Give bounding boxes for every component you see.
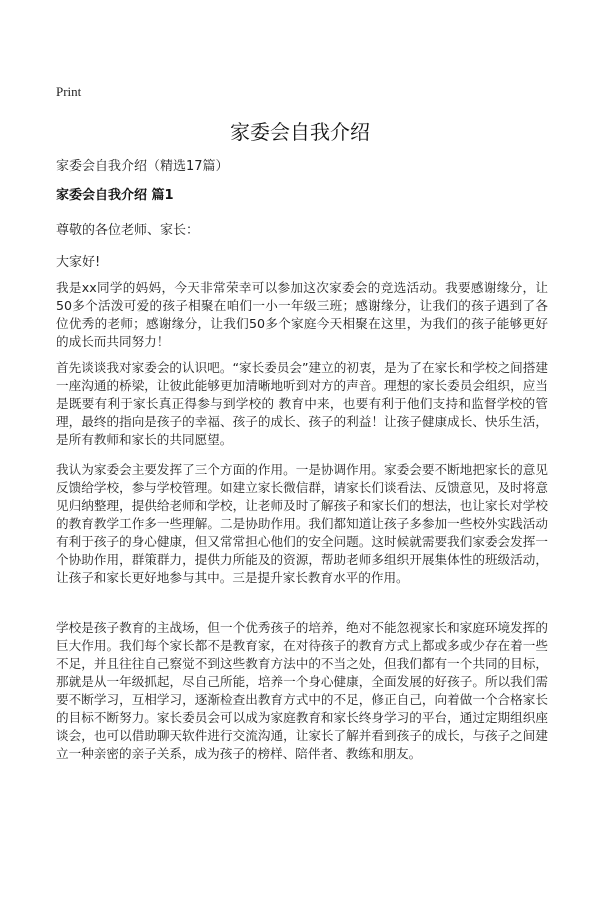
- greeting: 大家好!: [56, 255, 101, 270]
- section-heading: 家委会自我介绍 篇1: [56, 188, 174, 203]
- paragraph-1: 我是xx同学的妈妈，今天非常荣幸可以参加这次家委会的竞选活动。我要感谢缘分，让50多个活泼可爱的孩子相聚在咱们一小一年级三班；感谢缘分，让我们的孩子遇到了各位优秀的老师；感谢缘分，让我们50多个家庭今天相聚在这里，为我们的孩子能够更好的成长而共同努力！: [56, 280, 548, 349]
- document-subtitle: 家委会自我介绍（精选17篇）: [56, 159, 229, 174]
- paragraph-3: 我认为家委会主要发挥了三个方面的作用。一是协调作用。家委会要不断地把家长的意见反馈给学校，参与学校管理。如建立家长微信群，请家长们谈看法、反馈意见，及时将意见归纳整理，提供给老师和学校，让老师及时了解孩子和家长们的想法，也让家长对学校的教育教学工作多一些理解。二是协助作用。我们都知道让孩子多参加一些校外实践活动有利于孩子的身心健康，但又常常担心他们的安全问题。这时候就需要我们家委会发挥一个协助作用，群策群力，提供力所能及的资源，帮助老师多组织开展集体性的班级活动，让孩子和家长更好地参与其中。三是提升家长教育水平的作用。: [56, 462, 548, 585]
- salutation: 尊敬的各位老师、家长：: [56, 223, 200, 238]
- paragraph-4: 学校是孩子教育的主战场，但一个优秀孩子的培养，绝对不能忽视家长和家庭环境发挥的巨大作用。我们每个家长都不是教育家，在对待孩子的教育方式上都或多或少存在着一些不足，并且往往自己察觉不到这些教育方法中的不当之处，但我们都有一个共同的目标，那就是从一年级抓起，尽自己所能，培养一个身心健康，全面发展的好孩子。所以我们需要不断学习，互相学习，逐渐检查出教育方式中的不足，修正自己，向着做一个合格家长的目标不断努力。家长委员会可以成为家庭教育和家长终身学习的平台，通过定期组织座谈会，也可以借助聊天软件进行交流沟通，让家长了解并看到孩子的成长，与孩子之间建立一种亲密的亲子关系，成为孩子的榜样、陪伴者、教练和朋友。: [56, 620, 548, 761]
- print-label: Print: [56, 84, 82, 99]
- document-title: 家委会自我介绍: [230, 120, 370, 144]
- paragraph-2: 首先谈谈我对家委会的认识吧。“家长委员会”建立的初衷，是为了在家长和学校之间搭建一座沟通的桥梁，让彼此能够更加清晰地听到对方的声音。理想的家长委员会组织，应当是既要有利于家长真正得参与到学校的 教育中来，也要有利于他们支持和监督学校的管理，最终的指向是孩子的幸福、孩子的成长、孩子的利益！让孩子健康成长、快乐生活，是所有教师和家长的共同愿望。: [56, 360, 548, 447]
